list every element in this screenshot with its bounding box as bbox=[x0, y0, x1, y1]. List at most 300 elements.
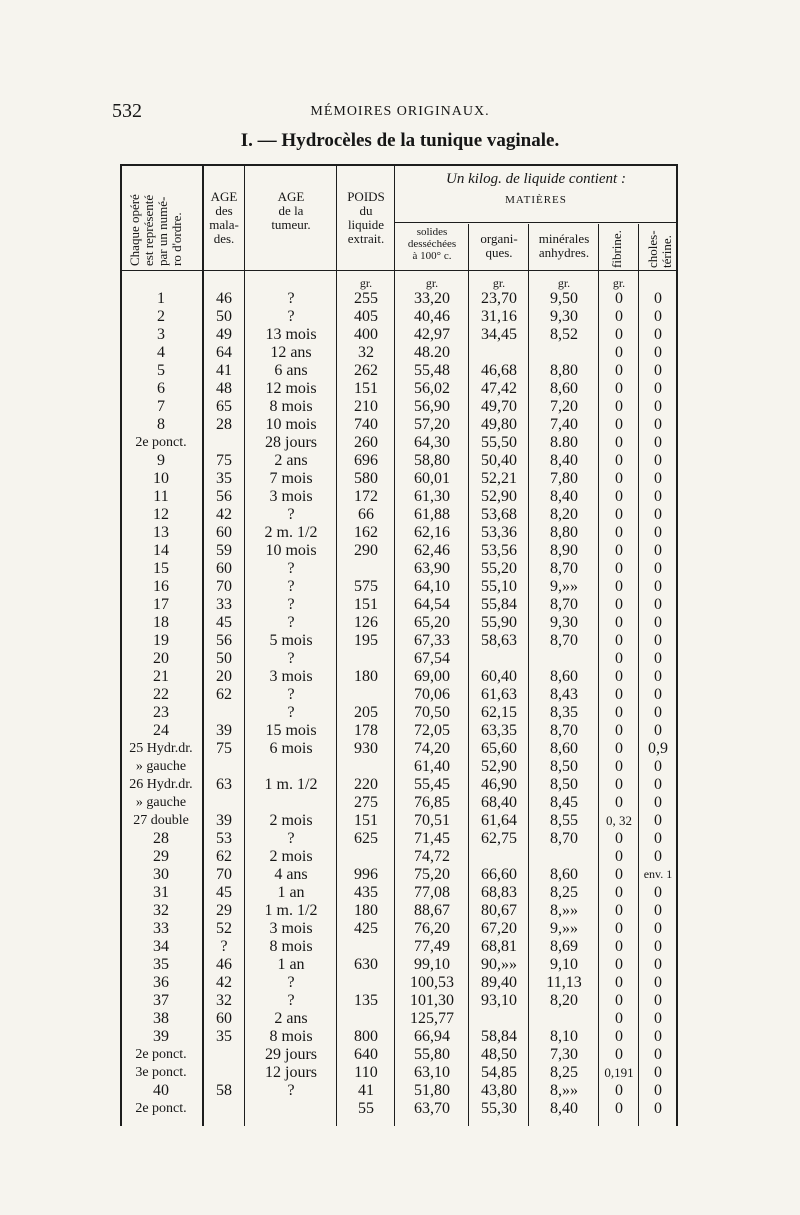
cell-cholesterin: 0 bbox=[654, 848, 662, 865]
cell-organic: 52,90 bbox=[481, 488, 517, 505]
cell-mineral: 8.80 bbox=[550, 434, 578, 451]
cell-case-number: 23 bbox=[153, 704, 169, 721]
cell-organic: 66,60 bbox=[481, 866, 517, 883]
cell-cholesterin: 0 bbox=[654, 758, 662, 775]
cell-case-number: 19 bbox=[153, 632, 169, 649]
cell-organic: 48,50 bbox=[481, 1046, 517, 1063]
cell-age-patient: 70 bbox=[216, 866, 232, 883]
unit-solids: gr. bbox=[425, 276, 439, 290]
cell-age-patient: 28 bbox=[216, 416, 232, 433]
cell-solids: 48.20 bbox=[414, 344, 450, 361]
cell-fibrin: 0 bbox=[615, 740, 623, 757]
cell-weight: 172 bbox=[354, 488, 378, 505]
cell-mineral: 7,40 bbox=[550, 416, 578, 433]
cell-cholesterin: 0 bbox=[654, 632, 662, 649]
cell-cholesterin: 0 bbox=[654, 614, 662, 631]
page-number: 532 bbox=[112, 100, 142, 122]
cell-solids: 88,67 bbox=[414, 902, 450, 919]
cell-case-number: 13 bbox=[153, 524, 169, 541]
cell-weight: 255 bbox=[354, 290, 378, 307]
cell-mineral: 8,»» bbox=[550, 1082, 578, 1099]
cell-case-number: 16 bbox=[153, 578, 169, 595]
cell-organic: 62,75 bbox=[481, 830, 517, 847]
cell-age-tumor: ? bbox=[287, 686, 295, 703]
cell-fibrin: 0 bbox=[615, 326, 623, 343]
cell-mineral: 8,80 bbox=[550, 524, 578, 541]
cell-fibrin: 0 bbox=[615, 668, 623, 685]
cell-age-patient: 45 bbox=[216, 614, 232, 631]
cell-weight: 151 bbox=[354, 380, 378, 397]
cell-fibrin: 0 bbox=[615, 398, 623, 415]
cell-cholesterin: 0 bbox=[654, 794, 662, 811]
cell-mineral: 8,»» bbox=[550, 902, 578, 919]
cell-cholesterin: 0 bbox=[654, 344, 662, 361]
cell-mineral: 8,60 bbox=[550, 866, 578, 883]
cell-mineral: 8,70 bbox=[550, 632, 578, 649]
cell-solids: 55,45 bbox=[414, 776, 450, 793]
cell-case-number: 6 bbox=[157, 380, 165, 397]
cell-organic: 53,36 bbox=[481, 524, 517, 541]
cell-fibrin: 0 bbox=[615, 776, 623, 793]
cell-cholesterin: 0 bbox=[654, 596, 662, 613]
cell-case-number: 15 bbox=[153, 560, 169, 577]
cell-solids: 64,30 bbox=[414, 434, 450, 451]
cell-solids: 76,20 bbox=[414, 920, 450, 937]
cell-age-tumor: ? bbox=[287, 974, 295, 991]
cell-case-number: 11 bbox=[153, 488, 169, 505]
cell-fibrin: 0 bbox=[615, 578, 623, 595]
cell-cholesterin: 0 bbox=[654, 668, 662, 685]
cell-weight: 930 bbox=[354, 740, 378, 757]
cell-case-number: 2e ponct. bbox=[135, 1047, 187, 1062]
cell-mineral: 8,50 bbox=[550, 776, 578, 793]
cell-weight: 262 bbox=[354, 362, 378, 379]
cell-fibrin: 0 bbox=[615, 416, 623, 433]
cell-mineral: 8,45 bbox=[550, 794, 578, 811]
cell-cholesterin: 0 bbox=[654, 704, 662, 721]
cell-age-patient: 42 bbox=[216, 506, 232, 523]
cell-age-patient: 35 bbox=[216, 470, 232, 487]
col-rule-8 bbox=[638, 224, 639, 1126]
header-solids: solides desséchées à 100° c. bbox=[407, 226, 457, 262]
cell-case-number: 3e ponct. bbox=[135, 1065, 187, 1080]
cell-solids: 75,20 bbox=[414, 866, 450, 883]
cell-age-tumor: ? bbox=[287, 704, 295, 721]
cell-organic: 68,83 bbox=[481, 884, 517, 901]
cell-case-number: » gauche bbox=[135, 795, 187, 810]
cell-age-patient: 29 bbox=[216, 902, 232, 919]
unit-mineral: gr. bbox=[557, 276, 571, 290]
cell-organic: 31,16 bbox=[481, 308, 517, 325]
cell-mineral: 7,20 bbox=[550, 398, 578, 415]
header-weight: POIDS du liquide extrait. bbox=[347, 189, 385, 246]
cell-mineral: 9,30 bbox=[550, 308, 578, 325]
cell-fibrin: 0 bbox=[615, 308, 623, 325]
cell-solids: 63,70 bbox=[414, 1100, 450, 1117]
cell-solids: 61,40 bbox=[414, 758, 450, 775]
cell-age-patient: 60 bbox=[216, 560, 232, 577]
cell-organic: 68,40 bbox=[481, 794, 517, 811]
cell-organic: 67,20 bbox=[481, 920, 517, 937]
cell-age-patient: 20 bbox=[216, 668, 232, 685]
cell-mineral: 8,55 bbox=[550, 812, 578, 829]
cell-organic: 58,84 bbox=[481, 1028, 517, 1045]
cell-age-patient: 46 bbox=[216, 956, 232, 973]
cell-age-patient: 35 bbox=[216, 1028, 232, 1045]
cell-age-tumor: 1 m. 1/2 bbox=[264, 902, 318, 919]
cell-organic: 80,67 bbox=[481, 902, 517, 919]
header-age-tumor: AGE de la tumeur. bbox=[271, 189, 311, 232]
cell-cholesterin: 0 bbox=[654, 290, 662, 307]
cell-age-tumor: 2 m. 1/2 bbox=[264, 524, 318, 541]
header-group-title: Un kilog. de liquide contient : bbox=[446, 171, 626, 187]
cell-solids: 42,97 bbox=[414, 326, 450, 343]
cell-organic: 50,40 bbox=[481, 452, 517, 469]
cell-mineral: 8,60 bbox=[550, 668, 578, 685]
cell-organic: 52,90 bbox=[481, 758, 517, 775]
cell-age-tumor: 3 mois bbox=[269, 920, 313, 937]
cell-age-patient: 39 bbox=[216, 812, 232, 829]
cell-fibrin: 0 bbox=[615, 848, 623, 865]
cell-weight: 205 bbox=[354, 704, 378, 721]
cell-case-number: 20 bbox=[153, 650, 169, 667]
cell-solids: 51,80 bbox=[414, 1082, 450, 1099]
cell-case-number: 17 bbox=[153, 596, 169, 613]
cell-solids: 70,50 bbox=[414, 704, 450, 721]
cell-age-tumor: ? bbox=[287, 290, 295, 307]
cell-solids: 56,02 bbox=[414, 380, 450, 397]
cell-organic: 93,10 bbox=[481, 992, 517, 1009]
cell-age-tumor: 8 mois bbox=[269, 1028, 313, 1045]
cell-age-tumor: 10 mois bbox=[265, 416, 317, 433]
cell-organic: 49,80 bbox=[481, 416, 517, 433]
cell-age-tumor: 5 mois bbox=[269, 632, 313, 649]
cell-mineral: 8,20 bbox=[550, 992, 578, 1009]
cell-cholesterin: 0 bbox=[654, 650, 662, 667]
cell-weight: 800 bbox=[354, 1028, 378, 1045]
cell-cholesterin: 0 bbox=[654, 812, 662, 829]
cell-solids: 67,33 bbox=[414, 632, 450, 649]
cell-age-tumor: 6 mois bbox=[269, 740, 313, 757]
cell-solids: 76,85 bbox=[414, 794, 450, 811]
cell-case-number: 5 bbox=[157, 362, 165, 379]
cell-age-patient: 62 bbox=[216, 686, 232, 703]
cell-weight: 180 bbox=[354, 668, 378, 685]
cell-cholesterin: 0 bbox=[654, 920, 662, 937]
cell-weight: 996 bbox=[354, 866, 378, 883]
cell-fibrin: 0 bbox=[615, 344, 623, 361]
cell-age-patient: 60 bbox=[216, 524, 232, 541]
cell-weight: 580 bbox=[354, 470, 378, 487]
cell-organic: 65,60 bbox=[481, 740, 517, 757]
cell-weight: 220 bbox=[354, 776, 378, 793]
cell-fibrin: 0 bbox=[615, 866, 623, 883]
cell-fibrin: 0 bbox=[615, 434, 623, 451]
cell-case-number: » gauche bbox=[135, 759, 187, 774]
cell-organic: 43,80 bbox=[481, 1082, 517, 1099]
cell-organic: 61,63 bbox=[481, 686, 517, 703]
cell-age-patient: 45 bbox=[216, 884, 232, 901]
cell-mineral: 8,40 bbox=[550, 1100, 578, 1117]
unit-organic: gr. bbox=[492, 276, 506, 290]
cell-mineral: 9,»» bbox=[550, 920, 578, 937]
cell-age-tumor: 28 jours bbox=[265, 434, 317, 451]
header-cholesterin: choles- térine. bbox=[645, 230, 674, 268]
cell-solids: 57,20 bbox=[414, 416, 450, 433]
cell-fibrin: 0 bbox=[615, 1082, 623, 1099]
cell-fibrin: 0 bbox=[615, 362, 623, 379]
cell-organic: 52,21 bbox=[481, 470, 517, 487]
cell-weight: 195 bbox=[354, 632, 378, 649]
cell-fibrin: 0 bbox=[615, 938, 623, 955]
cell-fibrin: 0 bbox=[615, 884, 623, 901]
cell-age-tumor: 2 ans bbox=[274, 452, 308, 469]
cell-mineral: 8,40 bbox=[550, 452, 578, 469]
cell-cholesterin: 0 bbox=[654, 956, 662, 973]
cell-mineral: 8,25 bbox=[550, 884, 578, 901]
cell-cholesterin: env. 1 bbox=[643, 867, 673, 881]
table-title: I. — Hydrocèles de la tunique vaginale. bbox=[240, 130, 560, 151]
cell-fibrin: 0 bbox=[615, 794, 623, 811]
unit-fibrin: gr. bbox=[612, 276, 626, 290]
cell-weight: 151 bbox=[354, 596, 378, 613]
cell-case-number: 31 bbox=[153, 884, 169, 901]
cell-mineral: 8,70 bbox=[550, 830, 578, 847]
data-table bbox=[120, 158, 680, 1126]
col-rule-6 bbox=[528, 224, 529, 1126]
cell-case-number: 34 bbox=[153, 938, 169, 955]
cell-case-number: 25 Hydr.dr. bbox=[129, 741, 193, 756]
cell-cholesterin: 0 bbox=[654, 776, 662, 793]
header-case-number: Chaque opéré est représenté par un numé- ro d'ordre. bbox=[127, 194, 184, 266]
cell-weight: 290 bbox=[354, 542, 378, 559]
cell-fibrin: 0 bbox=[615, 650, 623, 667]
cell-cholesterin: 0 bbox=[654, 308, 662, 325]
cell-case-number: 4 bbox=[157, 344, 165, 361]
cell-age-patient: 49 bbox=[216, 326, 232, 343]
cell-cholesterin: 0,9 bbox=[648, 740, 668, 757]
cell-solids: 58,80 bbox=[414, 452, 450, 469]
header-matieres: MATIÈRES bbox=[505, 194, 567, 206]
cell-organic: 61,64 bbox=[481, 812, 517, 829]
cell-cholesterin: 0 bbox=[654, 560, 662, 577]
cell-weight: 151 bbox=[354, 812, 378, 829]
cell-cholesterin: 0 bbox=[654, 542, 662, 559]
cell-cholesterin: 0 bbox=[654, 380, 662, 397]
cell-fibrin: 0 bbox=[615, 992, 623, 1009]
cell-cholesterin: 0 bbox=[654, 722, 662, 739]
cell-fibrin: 0 bbox=[615, 596, 623, 613]
cell-case-number: 39 bbox=[153, 1028, 169, 1045]
cell-mineral: 8,70 bbox=[550, 596, 578, 613]
cell-solids: 56,90 bbox=[414, 398, 450, 415]
cell-solids: 67,54 bbox=[414, 650, 450, 667]
cell-fibrin: 0, 32 bbox=[606, 813, 632, 828]
cell-mineral: 8,52 bbox=[550, 326, 578, 343]
cell-weight: 400 bbox=[354, 326, 378, 343]
cell-age-tumor: 12 mois bbox=[265, 380, 317, 397]
cell-cholesterin: 0 bbox=[654, 902, 662, 919]
cell-mineral: 9,50 bbox=[550, 290, 578, 307]
cell-age-tumor: 2 mois bbox=[269, 812, 313, 829]
cell-age-tumor: 1 m. 1/2 bbox=[264, 776, 318, 793]
cell-case-number: 30 bbox=[153, 866, 169, 883]
cell-age-tumor: 2 mois bbox=[269, 848, 313, 865]
cell-age-patient: 33 bbox=[216, 596, 232, 613]
cell-case-number: 24 bbox=[153, 722, 169, 739]
cell-case-number: 21 bbox=[153, 668, 169, 685]
cell-mineral: 8,80 bbox=[550, 362, 578, 379]
cell-fibrin: 0 bbox=[615, 686, 623, 703]
cell-solids: 64,54 bbox=[414, 596, 450, 613]
cell-age-patient: 53 bbox=[216, 830, 232, 847]
cell-fibrin: 0 bbox=[615, 452, 623, 469]
cell-organic: 62,15 bbox=[481, 704, 517, 721]
cell-fibrin: 0 bbox=[615, 758, 623, 775]
cell-age-patient: 59 bbox=[216, 542, 232, 559]
cell-mineral: 7,30 bbox=[550, 1046, 578, 1063]
cell-organic: 55,30 bbox=[481, 1100, 517, 1117]
cell-fibrin: 0 bbox=[615, 1010, 623, 1027]
cell-age-tumor: ? bbox=[287, 1082, 295, 1099]
cell-mineral: 8,40 bbox=[550, 488, 578, 505]
cell-solids: 61,88 bbox=[414, 506, 450, 523]
cell-solids: 74,72 bbox=[414, 848, 450, 865]
cell-solids: 77,08 bbox=[414, 884, 450, 901]
cell-weight: 740 bbox=[354, 416, 378, 433]
cell-mineral: 7,80 bbox=[550, 470, 578, 487]
cell-age-tumor: 29 jours bbox=[265, 1046, 317, 1063]
cell-mineral: 8,70 bbox=[550, 722, 578, 739]
cell-case-number: 22 bbox=[153, 686, 169, 703]
cell-solids: 40,46 bbox=[414, 308, 450, 325]
cell-organic: 53,68 bbox=[481, 506, 517, 523]
cell-organic: 63,35 bbox=[481, 722, 517, 739]
cell-mineral: 9,30 bbox=[550, 614, 578, 631]
cell-solids: 66,94 bbox=[414, 1028, 450, 1045]
cell-weight: 41 bbox=[358, 1082, 374, 1099]
cell-age-tumor: 13 mois bbox=[265, 326, 317, 343]
col-rule-3 bbox=[336, 164, 337, 1126]
cell-weight: 696 bbox=[354, 452, 378, 469]
cell-weight: 425 bbox=[354, 920, 378, 937]
cell-mineral: 8,60 bbox=[550, 380, 578, 397]
cell-cholesterin: 0 bbox=[654, 1046, 662, 1063]
cell-weight: 126 bbox=[354, 614, 378, 631]
cell-cholesterin: 0 bbox=[654, 434, 662, 451]
cell-fibrin: 0 bbox=[615, 614, 623, 631]
cell-solids: 70,51 bbox=[414, 812, 450, 829]
cell-age-patient: 39 bbox=[216, 722, 232, 739]
cell-age-patient: 75 bbox=[216, 740, 232, 757]
cell-age-tumor: 3 mois bbox=[269, 488, 313, 505]
cell-age-patient: 75 bbox=[216, 452, 232, 469]
cell-mineral: 11,13 bbox=[546, 974, 582, 991]
cell-age-tumor: ? bbox=[287, 308, 295, 325]
cell-cholesterin: 0 bbox=[654, 1064, 662, 1081]
cell-fibrin: 0,191 bbox=[604, 1065, 634, 1080]
cell-solids: 69,00 bbox=[414, 668, 450, 685]
cell-weight: 640 bbox=[354, 1046, 378, 1063]
table-right-rule bbox=[676, 164, 678, 1126]
cell-cholesterin: 0 bbox=[654, 938, 662, 955]
cell-age-patient: 52 bbox=[216, 920, 232, 937]
cell-solids: 62,46 bbox=[414, 542, 450, 559]
cell-organic: 89,40 bbox=[481, 974, 517, 991]
cell-case-number: 32 bbox=[153, 902, 169, 919]
cell-organic: 54,85 bbox=[481, 1064, 517, 1081]
cell-fibrin: 0 bbox=[615, 920, 623, 937]
cell-cholesterin: 0 bbox=[654, 470, 662, 487]
cell-solids: 61,30 bbox=[414, 488, 450, 505]
cell-age-patient: 56 bbox=[216, 488, 232, 505]
cell-solids: 100,53 bbox=[410, 974, 454, 991]
cell-cholesterin: 0 bbox=[654, 1010, 662, 1027]
cell-cholesterin: 0 bbox=[654, 326, 662, 343]
cell-case-number: 37 bbox=[153, 992, 169, 1009]
cell-weight: 405 bbox=[354, 308, 378, 325]
cell-cholesterin: 0 bbox=[654, 992, 662, 1009]
cell-age-patient: ? bbox=[220, 938, 228, 955]
cell-solids: 101,30 bbox=[410, 992, 454, 1009]
table-top-rule bbox=[120, 164, 678, 166]
cell-case-number: 29 bbox=[153, 848, 169, 865]
cell-fibrin: 0 bbox=[615, 542, 623, 559]
cell-mineral: 8,50 bbox=[550, 758, 578, 775]
cell-case-number: 26 Hydr.dr. bbox=[129, 777, 193, 792]
cell-organic: 46,68 bbox=[481, 362, 517, 379]
cell-organic: 34,45 bbox=[481, 326, 517, 343]
cell-organic: 46,90 bbox=[481, 776, 517, 793]
cell-organic: 58,63 bbox=[481, 632, 517, 649]
cell-case-number: 35 bbox=[153, 956, 169, 973]
cell-mineral: 8,60 bbox=[550, 740, 578, 757]
cell-age-patient: 46 bbox=[216, 290, 232, 307]
cell-cholesterin: 0 bbox=[654, 506, 662, 523]
cell-age-tumor: ? bbox=[287, 614, 295, 631]
cell-case-number: 8 bbox=[157, 416, 165, 433]
cell-age-patient: 64 bbox=[216, 344, 232, 361]
header-mineral: minérales anhydres. bbox=[538, 231, 590, 260]
cell-age-patient: 50 bbox=[216, 650, 232, 667]
cell-fibrin: 0 bbox=[615, 1100, 623, 1117]
cell-cholesterin: 0 bbox=[654, 1100, 662, 1117]
cell-organic: 55,50 bbox=[481, 434, 517, 451]
cell-case-number: 28 bbox=[153, 830, 169, 847]
cell-case-number: 12 bbox=[153, 506, 169, 523]
cell-fibrin: 0 bbox=[615, 704, 623, 721]
cell-cholesterin: 0 bbox=[654, 362, 662, 379]
cell-case-number: 14 bbox=[153, 542, 169, 559]
running-title: MÉMOIRES ORIGINAUX. bbox=[310, 104, 490, 119]
cell-case-number: 2e ponct. bbox=[135, 1101, 187, 1116]
cell-mineral: 8,43 bbox=[550, 686, 578, 703]
cell-cholesterin: 0 bbox=[654, 578, 662, 595]
cell-case-number: 3 bbox=[157, 326, 165, 343]
cell-solids: 63,90 bbox=[414, 560, 450, 577]
unit-weight: gr. bbox=[359, 276, 373, 290]
cell-cholesterin: 0 bbox=[654, 1082, 662, 1099]
cell-weight: 275 bbox=[354, 794, 378, 811]
cell-case-number: 10 bbox=[153, 470, 169, 487]
cell-age-patient: 56 bbox=[216, 632, 232, 649]
cell-case-number: 7 bbox=[157, 398, 165, 415]
cell-mineral: 8,20 bbox=[550, 506, 578, 523]
cell-solids: 71,45 bbox=[414, 830, 450, 847]
cell-age-patient: 32 bbox=[216, 992, 232, 1009]
cell-case-number: 18 bbox=[153, 614, 169, 631]
cell-solids: 72,05 bbox=[414, 722, 450, 739]
